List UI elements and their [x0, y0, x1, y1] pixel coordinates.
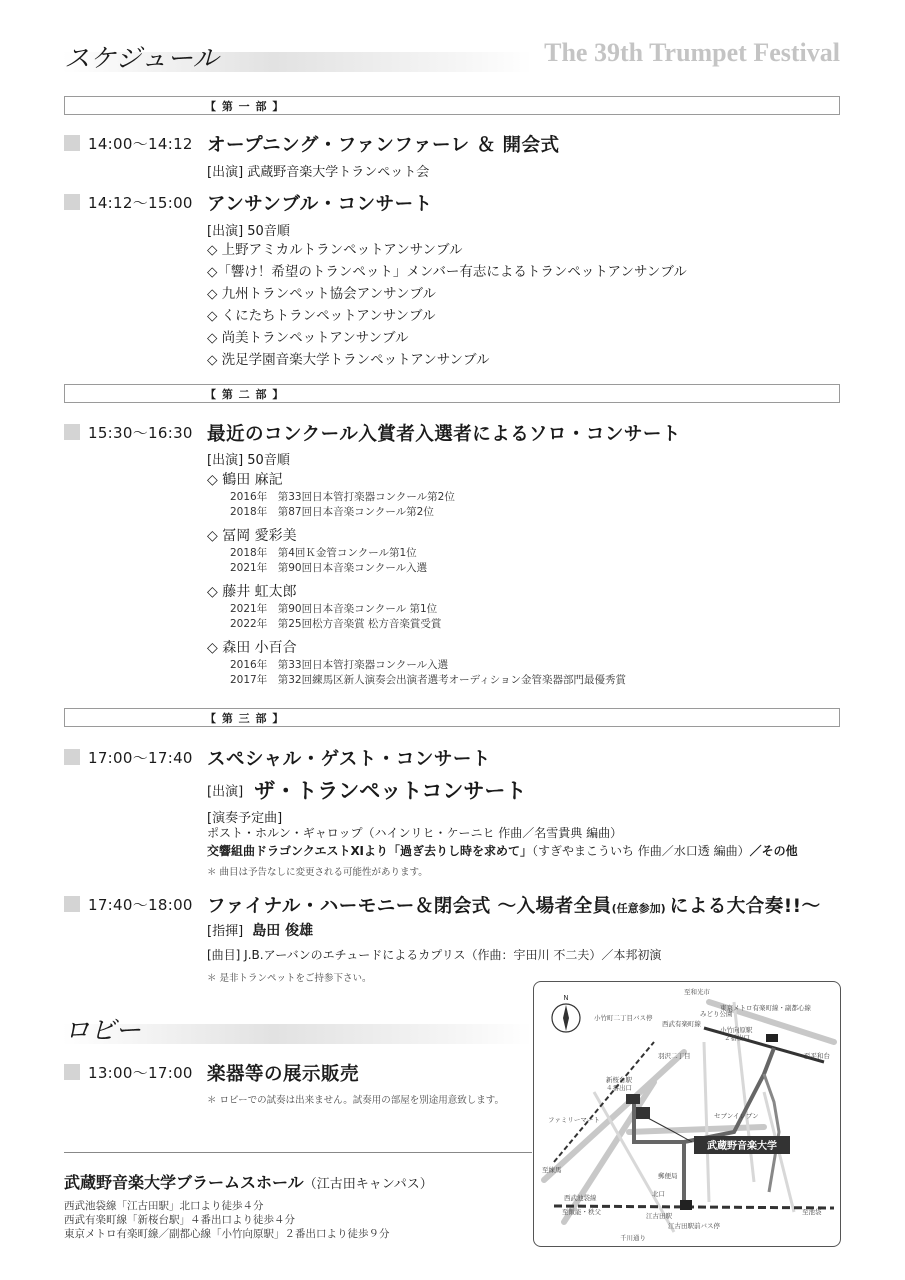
access-line: 西武池袋線「江古田駅」北口より徒歩４分: [64, 1200, 264, 1212]
part1-label: 【 第 一 部 】: [205, 100, 285, 113]
bullet-square: [64, 135, 80, 151]
part1-header: [64, 96, 840, 115]
award: 2018年 第4回Ｋ金管コンクール第1位: [230, 547, 417, 559]
venue-campus: （江古田キャンパス）: [303, 1177, 433, 1192]
soloist-name: ◇ 冨岡 愛彩美: [207, 528, 297, 544]
piece-title: 交響組曲ドラゴンクエストⅪより「過ぎ去りし時を求めて」: [207, 844, 532, 858]
map-label: 至飯能・秩父: [562, 1208, 601, 1216]
venue-name: [64, 1170, 433, 1193]
festival-title: The 39th Trumpet Festival: [544, 38, 840, 67]
award: 2018年 第87回日本音楽コンクール第2位: [230, 506, 434, 518]
program-piece: ポスト・ホルン・ギャロップ（ハインリヒ・ケーニヒ 作曲／名雪貴典 編曲）: [207, 826, 623, 840]
piece-other: ／その他: [749, 844, 798, 858]
ensemble-item: ◇ 九州トランペット協会アンサンブル: [207, 286, 436, 302]
map-label: ファミリーマート: [548, 1116, 600, 1124]
map-label: ２番出口: [724, 1034, 750, 1042]
lobby-title: ロビー: [64, 1016, 141, 1046]
part3-label: 【 第 三 部 】: [205, 712, 285, 725]
ensemble-item: ◇ くにたちトランペットアンサンブル: [207, 308, 436, 324]
map-label: 至平和台: [804, 1052, 830, 1060]
ensemble-item: ◇ 上野アミカルトランペットアンサンブル: [207, 242, 463, 258]
conductor: [207, 920, 313, 940]
part2-header: [64, 384, 840, 403]
bullet-square: [64, 194, 80, 210]
award: 2017年 第32回練馬区新人演奏会出演者選考オーディション金管楽器部門最優秀賞: [230, 674, 627, 686]
map-label: 羽沢二丁目: [658, 1052, 691, 1060]
map-label: 江古田駅前バス停: [668, 1222, 720, 1230]
performer: [出演] 武蔵野音楽大学トランペット会: [207, 165, 430, 180]
final-piece: [曲目] J.B.アーバンのエチュードによるカプリス（作曲：宇田川 不二夫）／本邦初演: [207, 948, 662, 962]
map-label: 郵便局: [658, 1172, 678, 1180]
guest-performer: [207, 775, 526, 805]
time: 14:00〜14:12: [88, 135, 193, 153]
bullet-square: [64, 1064, 80, 1080]
time: 17:00〜17:40: [88, 749, 193, 767]
divider: [64, 1152, 532, 1153]
map-label: 江古田駅: [646, 1212, 672, 1220]
program-title: アンサンブル・コンサート: [207, 194, 433, 215]
award: 2016年 第33回日本管打楽器コンクール入選: [230, 659, 449, 671]
part3-header: [64, 708, 840, 727]
access-map: [533, 981, 841, 1247]
bullet-square: [64, 896, 80, 912]
map-label: 小竹向原駅: [720, 1026, 753, 1034]
map-label: 東京メトロ有楽町線・副都心線: [720, 1004, 811, 1012]
map-label: 小竹町二丁目バス停: [594, 1014, 653, 1022]
map-label: 新桜台駅: [606, 1076, 632, 1084]
map-label: 至和光市: [684, 988, 710, 996]
bullet-square: [64, 424, 80, 440]
program-title: 楽器等の展示販売: [207, 1064, 360, 1085]
performer: [出演] 50音順: [207, 224, 290, 239]
map-label: 西武有楽町線: [662, 1020, 701, 1028]
program-title: スペシャル・ゲスト・コンサート: [207, 749, 491, 770]
part2-label: 【 第 二 部 】: [205, 388, 285, 401]
program-note: ＊ 曲目は予告なしに変更される可能性があります。: [207, 867, 428, 878]
time: 15:30〜16:30: [88, 424, 193, 442]
ensemble-item: ◇ 洗足学園音楽大学トランペットアンサンブル: [207, 352, 490, 368]
piece-note: ＊ 是非トランペットをご持参下さい。: [207, 973, 372, 984]
access-line: 西武有楽町線「新桜台駅」４番出口より徒歩４分: [64, 1214, 295, 1226]
final-title: [207, 892, 821, 918]
lobby-note: ＊ ロビーでの試奏は出来ません。試奏用の部屋を別途用意致します。: [207, 1095, 504, 1106]
time: 13:00〜17:00: [88, 1064, 193, 1082]
award: 2022年 第25回松方音楽賞 松方音楽賞受賞: [230, 618, 442, 630]
final-title-b: (任意参加): [611, 902, 666, 915]
map-label: セブンイレブン: [714, 1112, 759, 1120]
final-title-c: による大合奏!!〜: [669, 896, 821, 917]
program-title: 最近のコンクール入賞者入選者によるソロ・コンサート: [207, 424, 681, 445]
award: 2016年 第33回日本管打楽器コンクール第2位: [230, 491, 455, 503]
award: 2021年 第90回日本音楽コンクール入選: [230, 562, 428, 574]
conductor-name: 島田 俊雄: [252, 923, 314, 939]
final-title-a: ファイナル・ハーモニー＆閉会式 〜入場者全員: [207, 896, 612, 917]
bullet-square: [64, 749, 80, 765]
map-label: 北口: [652, 1190, 665, 1198]
map-label: ４番出口: [606, 1084, 632, 1092]
map-university: 武蔵野音楽大学: [707, 1141, 777, 1152]
map-label: 至池袋: [802, 1208, 822, 1216]
map-label: 至練馬: [542, 1166, 562, 1174]
north-label: N: [563, 994, 569, 1002]
conductor-prefix: [指揮]: [207, 924, 244, 939]
ensemble-item: ◇ 尚美トランペットアンサンブル: [207, 330, 409, 346]
performer-prefix: [出演]: [207, 784, 244, 800]
map-svg: [534, 982, 840, 1246]
soloist-name: ◇ 鶴田 麻記: [207, 472, 283, 488]
soloist-name: ◇ 森田 小百合: [207, 640, 297, 656]
venue-hall: 武蔵野音楽大学ブラームスホール: [64, 1173, 304, 1192]
award: 2021年 第90回日本音楽コンクール 第1位: [230, 603, 438, 615]
ensemble-item: ◇「響け！希望のトランペット」メンバー有志によるトランペットアンサンブル: [207, 264, 687, 280]
map-label: みどり公園: [700, 1010, 733, 1018]
guest-name: ザ・トランペットコンサート: [254, 779, 527, 803]
soloist-name: ◇ 藤井 虹太郎: [207, 584, 297, 600]
time: 14:12〜15:00: [88, 194, 193, 212]
program-piece: [207, 842, 798, 859]
page-title: スケジュール: [64, 44, 219, 74]
map-label: 千川通り: [620, 1234, 646, 1242]
piece-credit: （すぎやまこういち 作曲／水口透 編曲）: [531, 844, 750, 858]
performer: [出演] 50音順: [207, 453, 290, 468]
time: 17:40〜18:00: [88, 896, 193, 914]
program-label: [演奏予定曲]: [207, 811, 283, 826]
map-label: 西武池袋線: [564, 1194, 597, 1202]
access-line: 東京メトロ有楽町線／副都心線「小竹向原駅」２番出口より徒歩９分: [64, 1228, 390, 1240]
program-title: オープニング・ファンファーレ ＆ 開会式: [207, 135, 560, 156]
